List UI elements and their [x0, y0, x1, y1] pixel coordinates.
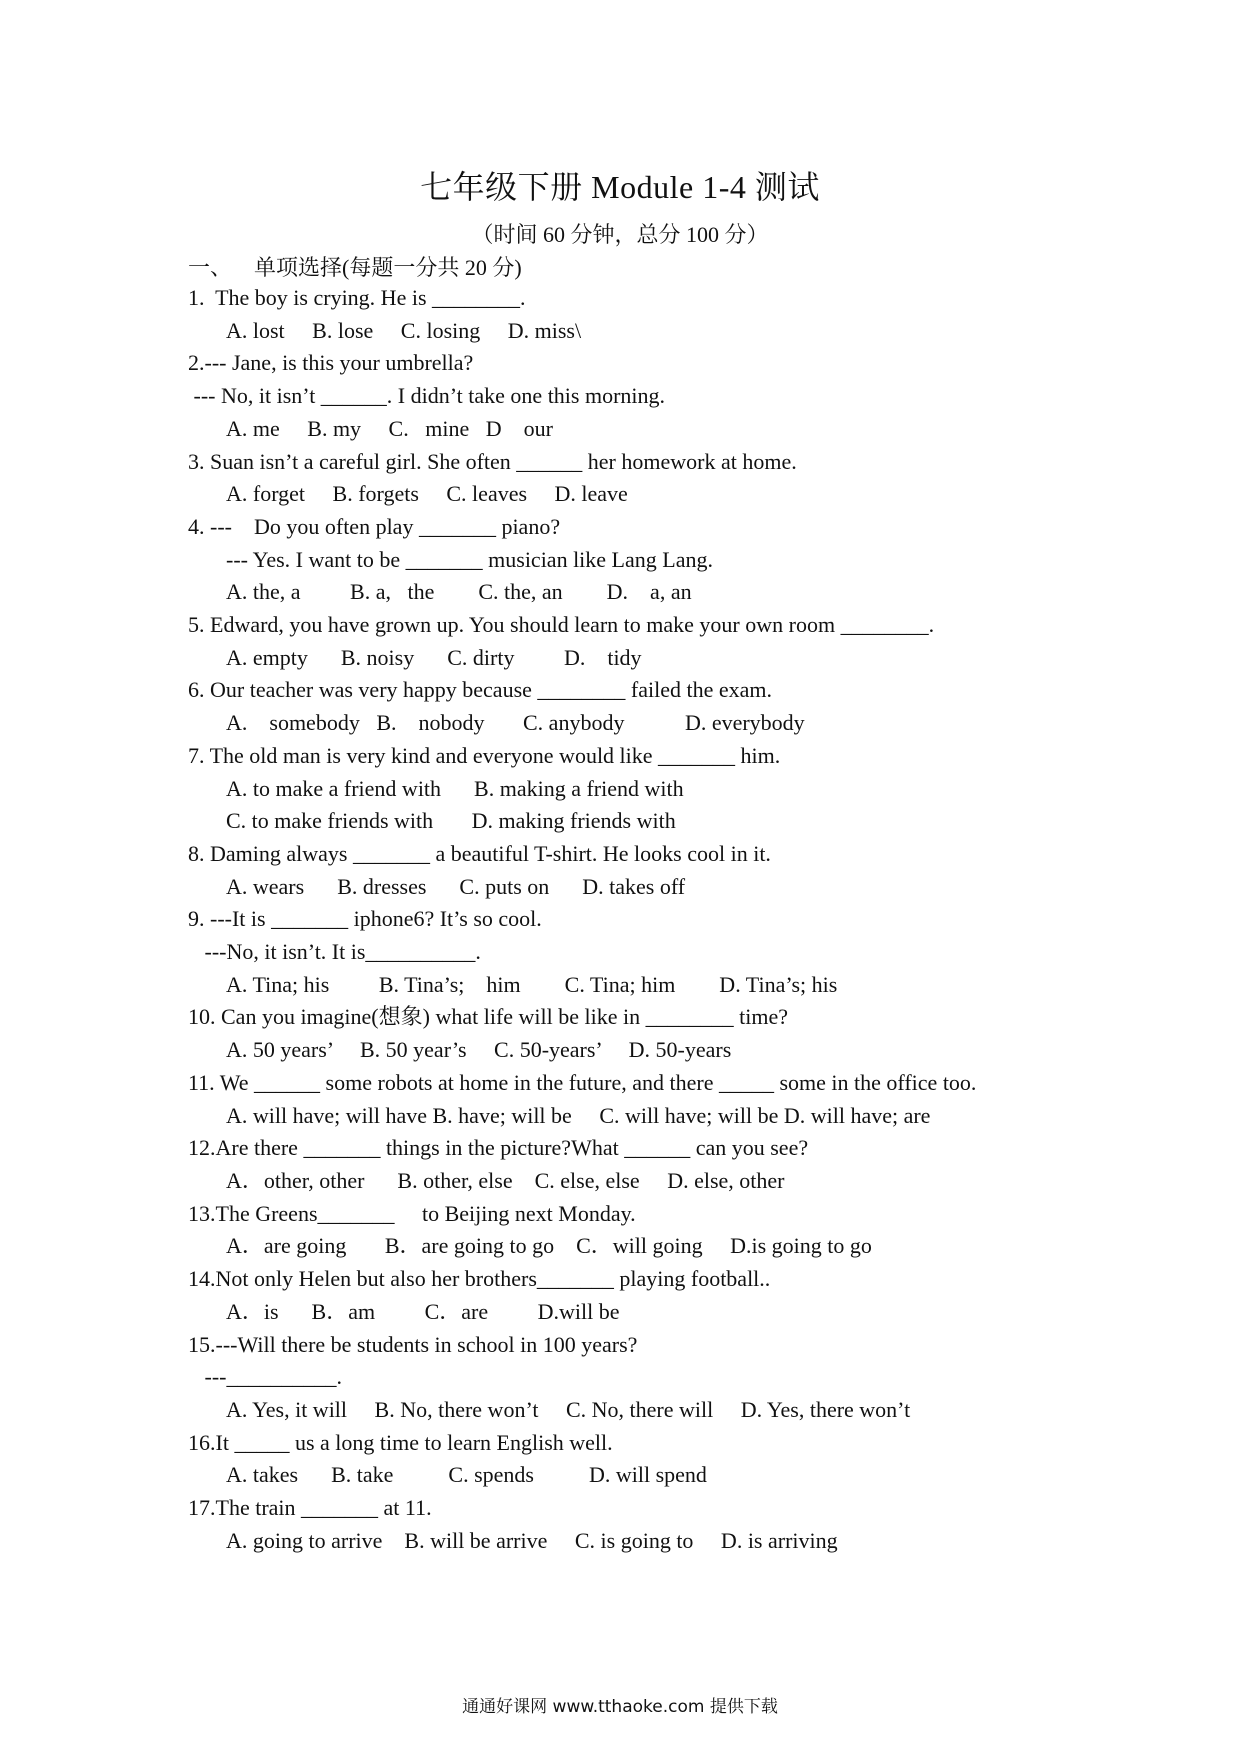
question-9: 9. ---It is _______ iphone6? It’s so cool.: [188, 906, 542, 932]
question-10-options: A. 50 years’ B. 50 year’s C. 50-years’ D. 50-years: [226, 1037, 732, 1063]
question-11: 11. We ______ some robots at home in the future, and there _____ some in the office too.: [188, 1069, 977, 1095]
question-5: 5. Edward, you have grown up. You should learn to make your own room ________.: [188, 612, 935, 638]
question-12-options: A．other, other B. other, else C. else, else D. else, other: [226, 1167, 785, 1193]
question-10: 10. Can you imagine(想象) what life will be like in ________ time?: [188, 1004, 788, 1030]
question-9-continuation: ---No, it isn’t. It is__________.: [188, 939, 481, 965]
question-17: 17.The train _______ at 11.: [188, 1495, 432, 1521]
question-8-options: A. wears B. dresses C. puts on D. takes off: [226, 873, 686, 899]
question-12: 12.Are there _______ things in the picture?What ______ can you see?: [188, 1135, 809, 1161]
question-7-options: A. to make a friend with B. making a friend with: [226, 775, 684, 801]
question-14-options: A．is B．am C．are D.will be: [226, 1298, 620, 1324]
question-15-options: A. Yes, it will B. No, there won’t C. No, there will D. Yes, there won’t: [226, 1396, 911, 1422]
page-title: 七年级下册 Module 1-4 测试: [420, 169, 820, 205]
question-3: 3. Suan isn’t a careful girl. She often ______ her homework at home.: [188, 448, 797, 474]
exam-subtitle: （时间 60 分钟，总分 100 分）: [471, 222, 769, 247]
footer-credit: 通通好课网 www.tthaoke.com 提供下载: [462, 1697, 778, 1717]
question-1-options: A. lost B. lose C. losing D. miss\: [226, 317, 582, 343]
question-16-options: A. takes B. take C. spends D. will spend: [226, 1462, 707, 1488]
question-14: 14.Not only Helen but also her brothers_______ playing football..: [188, 1266, 771, 1292]
question-13-options: A．are going B．are going to go C．will going D.is going to go: [226, 1233, 872, 1259]
question-15-continuation: ---__________.: [188, 1364, 342, 1390]
question-7-options: C. to make friends with D. making friends with: [226, 808, 676, 834]
question-2-continuation: --- No, it isn’t ______. I didn’t take one this morning.: [188, 383, 666, 409]
question-8: 8. Daming always _______ a beautiful T-shirt. He looks cool in it.: [188, 840, 771, 866]
question-13: 13.The Greens_______ to Beijing next Monday.: [188, 1200, 636, 1226]
question-6-options: A. somebody B. nobody C. anybody D. everybody: [226, 710, 805, 736]
question-2-options: A. me B. my C. mine D our: [226, 415, 553, 441]
question-16: 16.It _____ us a long time to learn English well.: [188, 1429, 613, 1455]
section-heading: 一、 单项选择(每题一分共 20 分): [188, 255, 522, 280]
question-7: 7. The old man is very kind and everyone would like _______ him.: [188, 742, 781, 768]
question-4-options: A. the, a B. a, the C. the, an D. a, an: [226, 579, 692, 605]
question-6: 6. Our teacher was very happy because ________ failed the exam.: [188, 677, 772, 703]
question-11-options: A. will have; will have B. have; will be C. will have; will be D. will have; are: [226, 1102, 931, 1128]
question-3-options: A. forget B. forgets C. leaves D. leave: [226, 481, 628, 507]
question-1: 1. The boy is crying. He is ________.: [188, 285, 526, 310]
question-17-options: A. going to arrive B. will be arrive C. is going to D. is arriving: [226, 1527, 838, 1553]
question-4: 4. --- Do you often play _______ piano?: [188, 513, 561, 539]
question-9-options: A. Tina; his B. Tina’s; him C. Tina; him D. Tina’s; his: [226, 971, 838, 997]
question-2: 2.--- Jane, is this your umbrella?: [188, 350, 474, 376]
question-4-continuation: --- Yes. I want to be _______ musician like Lang Lang.: [226, 546, 713, 572]
question-5-options: A. empty B. noisy C. dirty D. tidy: [226, 644, 642, 670]
question-list: [188, 282, 1068, 1557]
question-15: 15.---Will there be students in school in 100 years?: [188, 1331, 638, 1357]
